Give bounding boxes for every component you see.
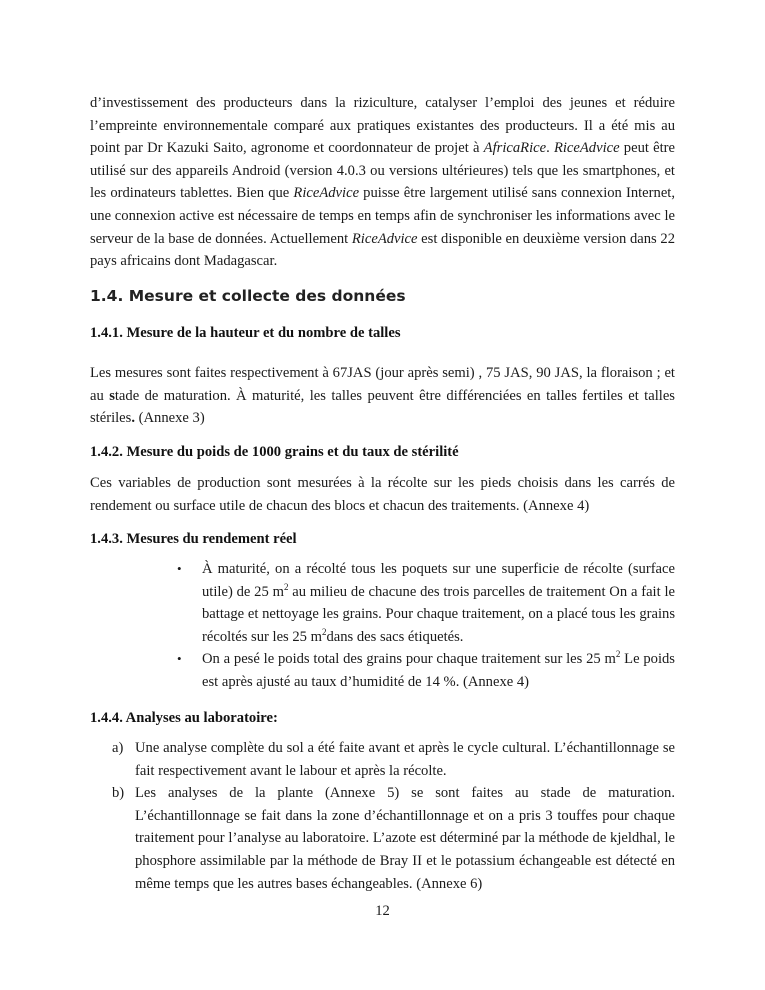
b1-superscript-1: 2	[283, 581, 289, 592]
list-item-text: Les analyses de la plante (Annexe 5) se sont faites au stade de maturation. L’échantillonnage se fait dans la zone d’échantillonnage et on a pris 3 touffes pour chaque traitement pour l’analyse au laboratoire. L’azote est déterminé par la méthode de kjeldhal, le phosphore assimilable par la méthode de Bray II et le potassium échangeable est détecté en même temps que les autres bases échangeables. (Annexe 6)	[135, 785, 675, 892]
list-item	[175, 648, 675, 693]
bullet-icon: •	[177, 561, 182, 576]
list-marker: a)	[112, 740, 124, 756]
bullet-list-1-4-3	[175, 558, 675, 694]
list-marker: b)	[112, 785, 125, 802]
intro-text-5: est disponible en deuxième version dans 22 pays africains dont Madagascar.	[90, 230, 675, 270]
b1-superscript-2: 2	[321, 626, 327, 637]
section-heading-1-4: 1.4. Mesure et collecte des données	[90, 287, 406, 305]
riceadvice-term-2: RiceAdvice	[293, 185, 360, 202]
intro-text-3: peut être utilisé sur des appareils Android (version 4.0.3 ou versions ultérieures) tels que les smartphones, et les ordinateurs tablettes. Bien que	[90, 140, 676, 202]
list-item	[112, 737, 675, 782]
intro-text-4: puisse être largement utilisé sans connexion Internet, une connexion active est nécessaire de temps en temps afin de synchroniser les informations avec le serveur de la base de données. Actuellement	[90, 185, 675, 247]
list-item	[175, 558, 675, 648]
paragraph-1-4-2: Ces variables de production sont mesurées à la récolte sur les pieds choisis dans les carrés de rendement ou surface utile de chacun des blocs et chacun des traitements. (Annexe 4)	[90, 475, 675, 514]
p141-text-c: (Annexe 3)	[135, 410, 205, 427]
b1-text-c: dans des sacs étiquetés.	[326, 628, 464, 645]
intro-text-2: .	[546, 140, 554, 157]
p141-text-b: tade de maturation. À maturité, les talles peuvent être différenciées en talles fertiles et talles stériles	[90, 387, 675, 427]
riceadvice-term-1: RiceAdvice	[553, 140, 620, 157]
subsection-heading-1-4-2: 1.4.2. Mesure du poids de 1000 grains et du taux de stérilité	[90, 444, 459, 460]
list-item	[112, 782, 675, 895]
riceadvice-term-3: RiceAdvice	[351, 230, 418, 247]
subsection-heading-1-4-4: 1.4.4. Analyses au laboratoire:	[90, 710, 278, 726]
b2-text-b: Le poids est après ajusté au taux d’humidité de 14 %. (Annexe 4)	[202, 651, 675, 690]
page-number: 12	[375, 903, 390, 919]
p141-text-a: Les mesures sont faites respectivement à 67JAS (jour après semi) , 75 JAS, 90 JAS, la floraison ; et au	[90, 365, 675, 404]
p141-bold-dot: .	[131, 410, 135, 427]
africarice-term: AfricaRice	[483, 140, 547, 157]
intro-paragraph	[90, 92, 675, 273]
intro-text-1: d’investissement des producteurs dans la riziculture, catalyser l’emploi des jeunes et réduire l’empreinte environnementale comparé aux pratiques existantes des producteurs. Il a été mis au point par Dr Kazuki Saito, agronome et coordonnateur de projet à	[90, 95, 675, 157]
b1-text-a: À maturité, on a récolté tous les poquets sur une superficie de récolte (surface utile) de 25 m	[202, 561, 675, 600]
subsection-heading-1-4-1: 1.4.1. Mesure de la hauteur et du nombre de talles	[90, 325, 401, 341]
p141-bold-s: s	[109, 387, 115, 404]
paragraph-1-4-1	[90, 362, 675, 430]
b1-text-b: au milieu de chacune des trois parcelles de traitement On a fait le battage et nettoyage les grains. Pour chaque traitement, on a placé tous les grains récoltés sur les 25 m	[202, 583, 676, 645]
bullet-icon: •	[177, 651, 182, 667]
b2-superscript: 2	[615, 649, 621, 660]
b2-text-a: On a pesé le poids total des grains pour chaque traitement sur les 25 m	[202, 651, 616, 668]
lettered-list-1-4-4	[112, 737, 675, 895]
list-item-text: Une analyse complète du sol a été faite avant et après le cycle cultural. L’échantillonnage se fait respectivement avant le labour et après la récolte.	[135, 740, 675, 779]
subsection-heading-1-4-3: 1.4.3. Mesures du rendement réel	[90, 531, 297, 547]
